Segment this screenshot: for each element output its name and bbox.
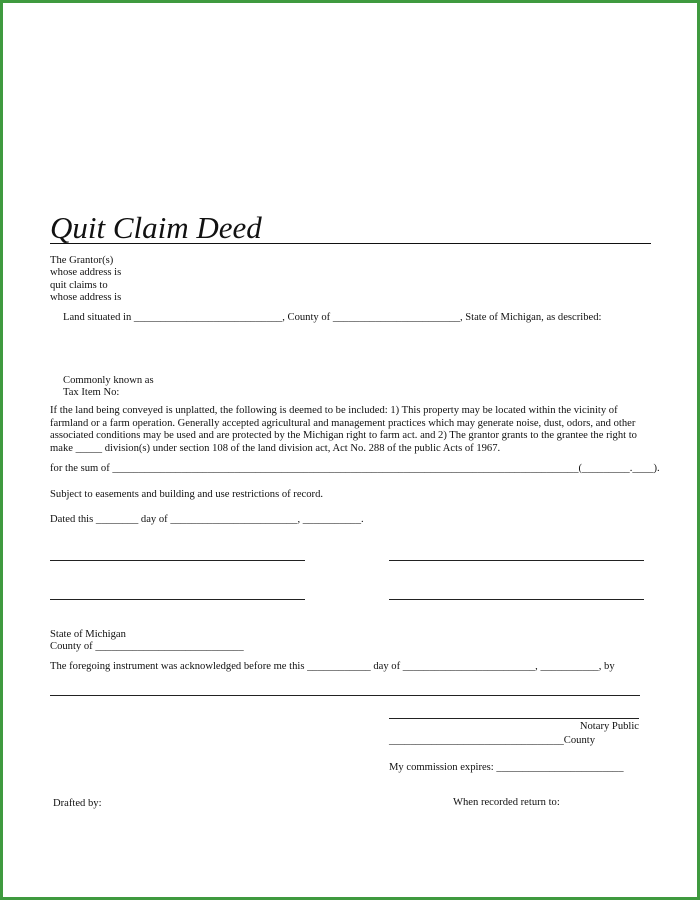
signature-line-right-2 xyxy=(389,599,644,600)
grantor-label: The Grantor(s) xyxy=(50,255,114,266)
notary-signature-line xyxy=(389,718,639,719)
signature-line-left-2 xyxy=(50,599,305,600)
tax-item-label: Tax Item No: xyxy=(63,387,120,398)
signature-line-right-1 xyxy=(389,560,644,561)
acknowledged-by-line xyxy=(50,695,640,696)
notary-county-line: _________________________________County xyxy=(389,735,595,746)
county-of-line: County of ____________________________ xyxy=(50,641,244,652)
document-title: Quit Claim Deed xyxy=(50,210,262,245)
drafted-by-label: Drafted by: xyxy=(53,798,102,809)
quit-claims-label: quit claims to xyxy=(50,280,108,291)
sum-line: for the sum of ________________________________________________________________________________________(_________.____). xyxy=(50,463,660,474)
grantee-address-label: whose address is xyxy=(50,292,122,303)
dated-line: Dated this ________ day of ________________________, ___________. xyxy=(50,514,364,525)
unplatted-paragraph: If the land being conveyed is unplatted, the following is deemed to be included: 1) This property may be located within the vicinity of farmland or a farm operation. Generally accepted agricultural and management practices which may generate noise, dust, odors, and other associated conditions may be used and are protected by the Michigan right to farm act. and 2) The grantor grants to the grantee the right to make _____ division(s) under section 108 of the land division act, Act No. 288 of the public Acts of 1967. xyxy=(50,405,637,454)
land-situated-line: Land situated in ____________________________, County of ________________________, State of Michigan, as described: xyxy=(63,312,602,323)
title-underline xyxy=(50,243,651,244)
notary-public-label: Notary Public xyxy=(579,721,639,732)
commonly-known-label: Commonly known as xyxy=(63,375,154,386)
signature-line-left-1 xyxy=(50,560,305,561)
grantor-address-label: whose address is xyxy=(50,267,122,278)
when-recorded-label: When recorded return to: xyxy=(453,797,560,808)
easements-statement: Subject to easements and building and use restrictions of record. xyxy=(50,489,324,500)
acknowledged-line: The foregoing instrument was acknowledged before me this ____________ day of _________________________, ___________, by xyxy=(50,661,615,672)
commission-expires-line: My commission expires: ________________________ xyxy=(389,762,624,773)
state-of-michigan-label: State of Michigan xyxy=(50,629,126,640)
